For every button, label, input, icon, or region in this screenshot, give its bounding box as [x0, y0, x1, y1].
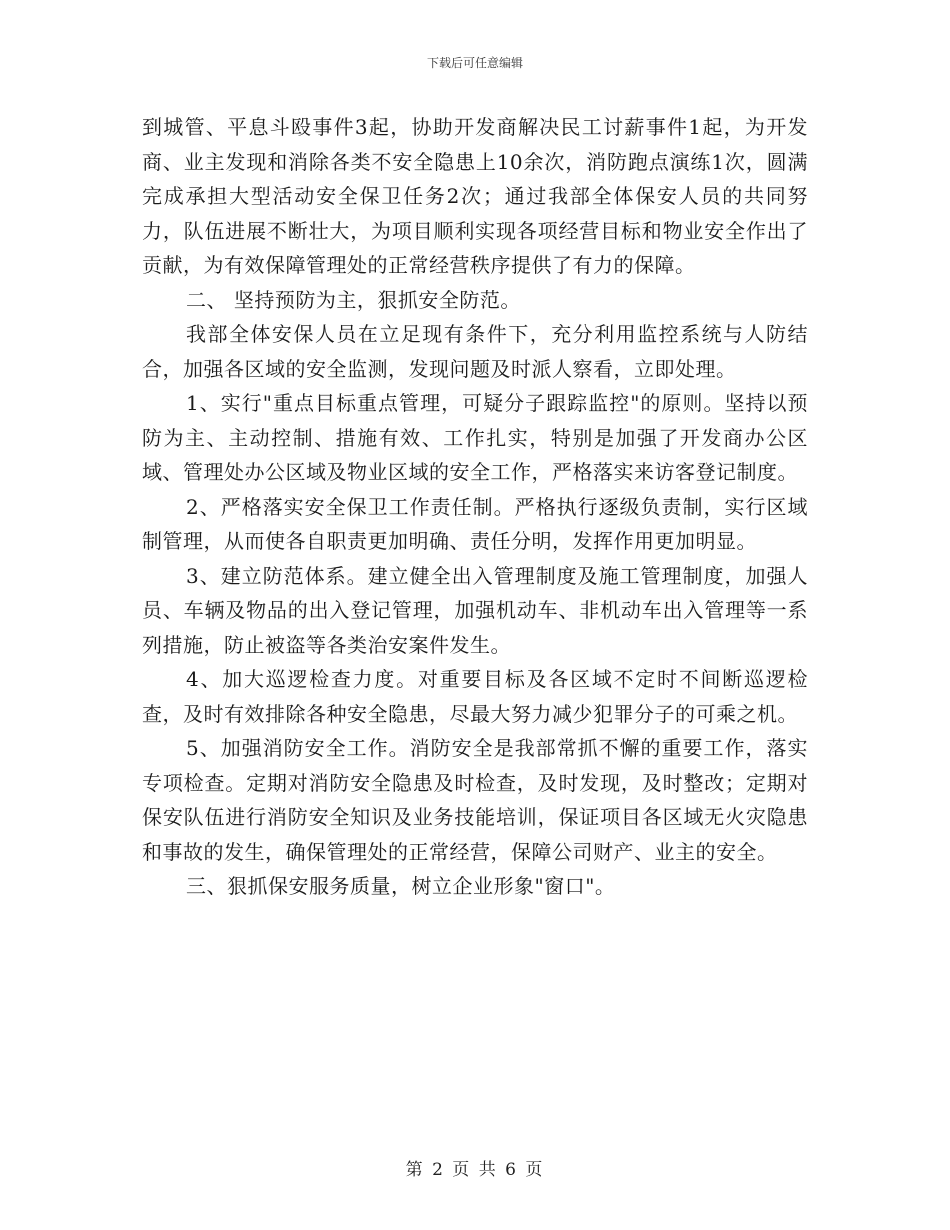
paragraph-continued: 到城管、平息斗殴事件3起，协助开发商解决民工讨薪事件1起，为开发商、业主发现和消除各类不安全隐患上10余次，消防跑点演练1次，圆满完成承担大型活动安全保卫任务2次；通过我部全体保安人员的共同努力，队伍进展不断壮大，为项目顺利实现各项经营目标和物业安全作出了贡献，为有效保障管理处的正常经营秩序提供了有力的保障。	[142, 115, 808, 277]
document-body	[142, 110, 808, 904]
page-header: 下载后可任意编辑	[426, 56, 523, 70]
list-item-2: 2、严格落实安全保卫工作责任制。严格执行逐级负责制，实行区域制管理，从而使各自职责更加明确、责任分明，发挥作用更加明显。	[142, 494, 808, 553]
list-item-3: 3、建立防范体系。建立健全出入管理制度及施工管理制度，加强人员、车辆及物品的出入登记管理，加强机动车、非机动车出入管理等一系列措施，防止被盗等各类治安案件发生。	[142, 563, 808, 657]
section-heading-3: 三、狠抓保安服务质量，树立企业形象"窗口"。	[186, 874, 616, 898]
list-item-5: 5、加强消防安全工作。消防安全是我部常抓不懈的重要工作，落实专项检查。定期对消防安全隐患及时检查，及时发现，及时整改；定期对保安队伍进行消防安全知识及业务技能培训，保证项目各区域无火灾隐患和事故的发生，确保管理处的正常经营，保障公司财产、业主的安全。	[142, 736, 808, 864]
paragraph: 我部全体安保人员在立足现有条件下，充分利用监控系统与人防结合，加强各区域的安全监测，发现问题及时派人察看，立即处理。	[142, 322, 808, 381]
section-heading-2: 二、 坚持预防为主，狠抓安全防范。	[186, 287, 521, 312]
list-item-4: 4、加大巡逻检查力度。对重要目标及各区域不定时不间断巡逻检查，及时有效排除各种安全隐患，尽最大努力减少犯罪分子的可乘之机。	[142, 667, 808, 726]
page-number-footer: 第 2 页 共 6 页	[405, 1160, 545, 1180]
list-item-1: 1、实行"重点目标重点管理，可疑分子跟踪监控"的原则。坚持以预防为主、主动控制、措施有效、工作扎实，特别是加强了开发商办公区域、管理处办公区域及物业区域的安全工作，严格落实来访客登记制度。	[142, 391, 808, 484]
